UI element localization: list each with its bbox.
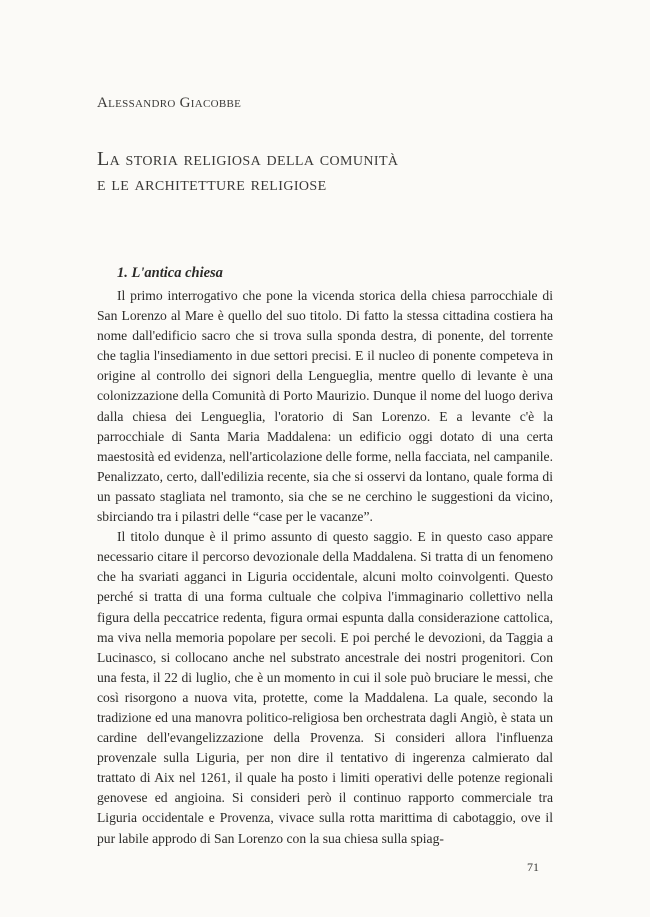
chapter-title [97,147,398,197]
paragraph-1: Il primo interrogativo che pone la vicenda storica della chiesa parrocchiale di San Lorenzo al Mare è quello del suo titolo. Di fatto la stessa cittadina costiera ha nome dall'edificio sacro che si trova sulla sponda destra, di ponente, del torrente che taglia l'insediamento in due settori precisi. E il nucleo di ponente competeva in origine al controllo dei signori della Lengueglia, mentre quello di levante è una colonizzazione della Comunità di Porto Maurizio. Dunque il nome del luogo deriva dalla chiesa dei Lengueglia, l'oratorio di San Lorenzo. E a levante c'è la parrocchiale di Santa Maria Maddalena: un edificio oggi dotato di una certa maestosità ed evidenza, nell'articolazione delle forme, nella facciata, nel campanile. Penalizzato, certo, dall'edilizia recente, sia che si osservi da lontano, quale forma di un passato stagliata nel tramonto, sia che se ne cerchino le suggestioni da vicino, sbirciando tra i pilastri delle “case per le vacanze”. [97,288,553,525]
paragraph-2: Il titolo dunque è il primo assunto di questo saggio. E in questo caso appare necessario citare il percorso devozionale della Maddalena. Si tratta di un fenomeno che ha svariati agganci in Liguria occidentale, alcuni molto coinvolgenti. Questo perché si tratta di una forma cultuale che colpiva l'immaginario collettivo nella figura della peccatrice redenta, figura ormai espunta dalla considerazione cattolica, ma viva nella memoria popolare per secoli. E poi perché le devozioni, da Taggia a Lucinasco, si collocano anche nel substrato ancestrale dei nostri progenitori. Con una festa, il 22 di luglio, che è un momento in cui il sole può bruciare le messi, che così risorgono a nuova vita, protette, come la Maddalena. La quale, secondo la tradizione ed una manovra politico-religiosa ben orchestrata dagli Angiò, è stata un cardine dell'evangelizzazione della Provenza. Si consideri allora l'influenza provenzale sulla Liguria, per non dire il tentativo di ingerenza calmierato dal trattato di Aix nel 1261, il quale ha posto i limiti operativi delle potenze regionali genovese ed angioina. Si consideri però il continuo rapporto commerciale tra Liguria occidentale e Provenza, vivace sulla rotta marittima di cabotaggio, ove il pur labile approdo di San Lorenzo con la sua chiesa sulla spiag- [97,529,553,846]
section-heading: 1. L'antica chiesa [117,265,223,281]
body-text [97,286,553,849]
author-name [97,95,241,112]
page-number: 71 [527,860,539,874]
author-text: Alessandro Giacobbe [97,95,242,111]
chapter-title-line-2: e le architetture religiose [97,173,327,195]
chapter-title-line-1: La storia religiosa della comunità [97,148,399,170]
